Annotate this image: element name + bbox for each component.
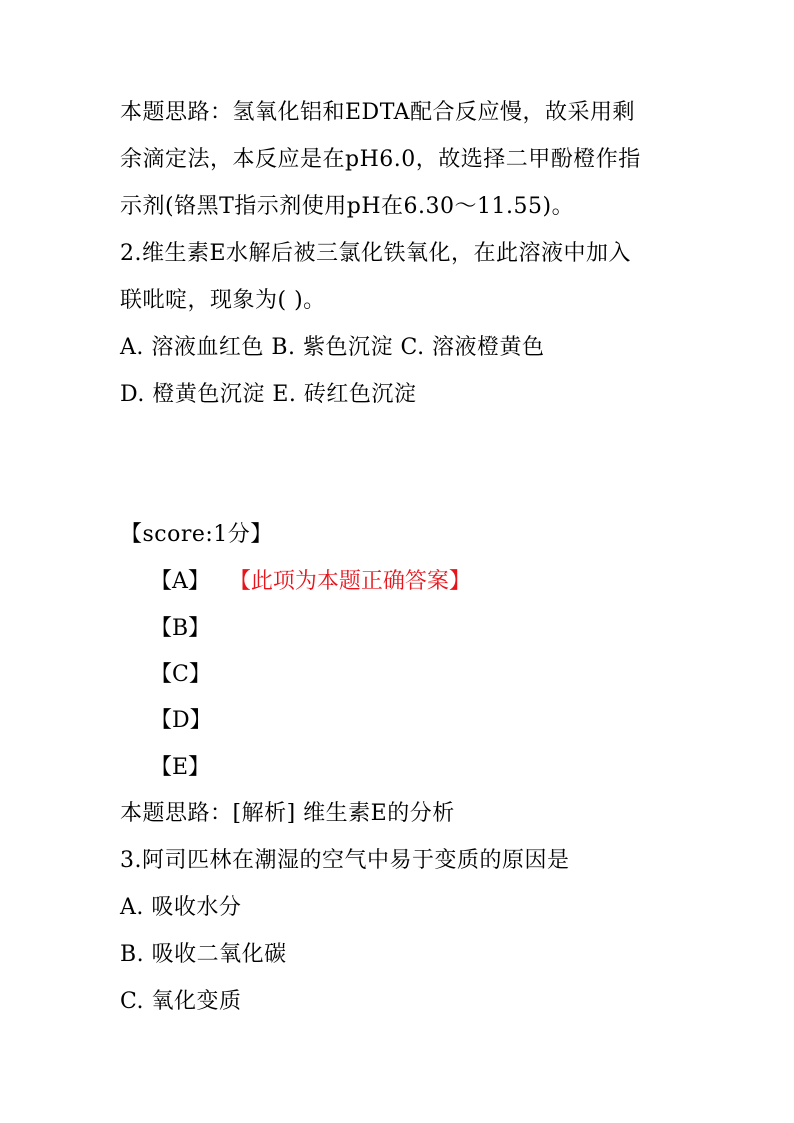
question-3-option-c: C. 氧化变质 <box>120 989 242 1014</box>
answer-option-label: 【A】 <box>150 569 210 594</box>
correct-answer-note: 【此项为本题正确答案】 <box>239 569 471 594</box>
answer-option-c[interactable] <box>150 660 211 690</box>
answer-option-label: 【D】 <box>150 708 212 733</box>
question-3-option-b: B. 吸收二氧化碳 <box>120 942 287 967</box>
answer-option-e[interactable] <box>150 753 210 783</box>
question-3-stem: 3.阿司匹林在潮湿的空气中易于变质的原因是 <box>120 848 570 873</box>
answer-option-label: 【C】 <box>150 662 211 687</box>
analysis-1-line-3: 示剂(铬黑T指示剂使用pH在6.30～11.55)。 <box>120 194 575 219</box>
question-3-option-a: A. 吸收水分 <box>120 895 242 920</box>
answer-option-label: 【B】 <box>150 616 211 641</box>
analysis-2: 本题思路：[解析] 维生素E的分析 <box>120 801 455 826</box>
analysis-1-line-2: 余滴定法，本反应是在pH6.0，故选择二甲酚橙作指 <box>120 147 641 172</box>
answer-option-d[interactable] <box>150 706 212 736</box>
analysis-1-line-1: 本题思路：氢氧化铝和EDTA配合反应慢，故采用剩 <box>120 100 636 125</box>
question-2-stem-line-1: 2.维生素E水解后被三氯化铁氧化，在此溶液中加入 <box>120 241 632 266</box>
answer-option-b[interactable] <box>150 614 210 644</box>
answer-option-a[interactable] <box>150 567 471 597</box>
answer-option-label: 【E】 <box>150 755 211 780</box>
question-2-stem-line-2: 联吡啶，现象为( )。 <box>120 288 326 313</box>
question-2-options-line-1: A. 溶液血红色 B. 紫色沉淀 C. 溶液橙黄色 <box>120 335 545 360</box>
question-2-options-line-2: D. 橙黄色沉淀 E. 砖红色沉淀 <box>120 382 417 407</box>
score-label: 【score:1分】 <box>120 522 273 547</box>
